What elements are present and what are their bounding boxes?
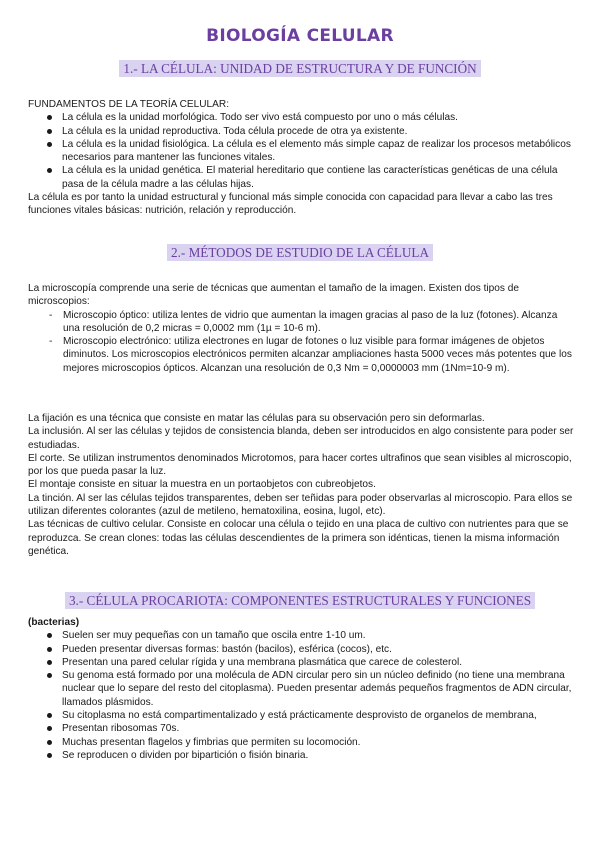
paragraph: La inclusión. Al ser las células y tejidos de consistencia blanda, deben ser introducidos en algo consistente para poder ser estudiadas. (28, 426, 574, 451)
paragraph: La tinción. Al ser las células tejidos transparentes, deben ser teñidas para poder observarlas al microscopio. Para ellos se utilizan diferentes colorantes (azul de metileno, hematoxilina, eosina, lugol, etc). (28, 492, 573, 518)
list-item: Muchas presentan flagelos y fimbrias que permiten su locomoción. (28, 736, 576, 749)
section-1-subheading: FUNDAMENTOS DE LA TEORÍA CELULAR: (28, 99, 229, 110)
paragraph: El corte. Se utilizan instrumentos denominados Microtomos, para hacer cortes ultrafinos que sean visibles al microscopio, por los que pueda pasar la luz. (28, 452, 572, 478)
section-1-closing: La célula es por tanto la unidad estructural y funcional más simple conocida con capacidad para llevar a cabo las tres funciones vitales básicas: nutrición, relación y reproducción. (28, 192, 553, 217)
paragraph: El montaje consiste en situar la muestra en un portaobjetos con cubreobjetos. (28, 479, 376, 491)
section-2-paragraphs (28, 412, 576, 558)
list-item: - Microscopio electrónico: utiliza electrones en lugar de fotones o luz visible para formar imágenes de objetos diminutos. Los microscopios electrónicos permiten alcanzar ampliaciones hasta 5000 veces más potentes que los mejores microscopios ópticos. Alcanzan una resolución de 0,3 Nm = 0,0000003 mm (1Nm=10-9 m). (28, 335, 576, 375)
list-item: La célula es la unidad reproductiva. Toda célula procede de otra ya existente. (28, 125, 576, 138)
list-item: Presentan una pared celular rígida y una membrana plasmática que carece de colesterol. (28, 656, 576, 669)
list-item: Se reproducen o dividen por bipartición o fisión binaria. (28, 749, 576, 762)
list-item: La célula es la unidad genética. El material hereditario que contiene las características genéticas de una célula pasa de la célula madre a las células hijas. (28, 164, 576, 191)
paragraph: Las técnicas de cultivo celular. Consiste en colocar una célula o tejido en una placa de cultivo con nutrientes para que se reproduzca. Se crean clones: todas las células descendientes de la primera son idénticas, tienen la misma información genética. (28, 519, 569, 557)
section-2-heading-text: 2.- MÉTODOS DE ESTUDIO DE LA CÉLULA (167, 244, 433, 261)
section-1-bullet-list (28, 111, 576, 191)
list-item: Pueden presentar diversas formas: bastón (bacilos), esférica (cocos), etc. (28, 643, 576, 656)
section-3-body (28, 616, 576, 762)
section-1-heading (0, 60, 600, 78)
list-item: - Microscopio óptico: utiliza lentes de vidrio que aumentan la imagen gracias al paso de la luz (fotones). Alcanza una resolución de 0,2 micras = 0,0002 mm (1µ = 10-6 m). (28, 309, 576, 336)
list-item: Su genoma está formado por una molécula de ADN circular pero sin un núcleo definido (no tiene una membrana nuclear que lo separe del resto del citoplasma). Pueden presentar además pequeños fragmentos de ADN circular, llamados plásmidos. (28, 669, 576, 709)
list-item: Suelen ser muy pequeñas con un tamaño que oscila entre 1-10 um. (28, 629, 576, 642)
section-1-body (28, 98, 576, 218)
list-item: Su citoplasma no está compartimentalizado y está prácticamente desprovisto de organelos de membrana, (28, 709, 576, 722)
section-2-heading (0, 244, 600, 262)
document-title: BIOLOGÍA CELULAR (206, 26, 394, 46)
section-3-label: (bacterias) (28, 617, 80, 628)
list-item: La célula es la unidad fisiológica. La célula es el elemento más simple capaz de realizar los procesos metabólicos necesarios para mantener las funciones vitales. (28, 138, 576, 165)
section-2-dash-list (28, 309, 576, 375)
section-1-heading-text: 1.- LA CÉLULA: UNIDAD DE ESTRUCTURA Y DE FUNCIÓN (119, 60, 480, 77)
section-3-heading-text: 3.- CÉLULA PROCARIOTA: COMPONENTES ESTRUCTURALES Y FUNCIONES (65, 592, 535, 609)
section-3-heading (0, 592, 600, 610)
list-item: Presentan ribosomas 70s. (28, 722, 576, 735)
section-2-intro-block (28, 282, 576, 375)
section-3-bullet-list (28, 629, 576, 762)
paragraph: La fijación es una técnica que consiste en matar las células para su observación pero sin deformarlas. (28, 413, 485, 424)
section-2-intro: La microscopía comprende una serie de técnicas que aumentan el tamaño de la imagen. Existen dos tipos de microscopios: (28, 283, 519, 308)
list-item: La célula es la unidad morfológica. Todo ser vivo está compuesto por uno o más células. (28, 111, 576, 124)
